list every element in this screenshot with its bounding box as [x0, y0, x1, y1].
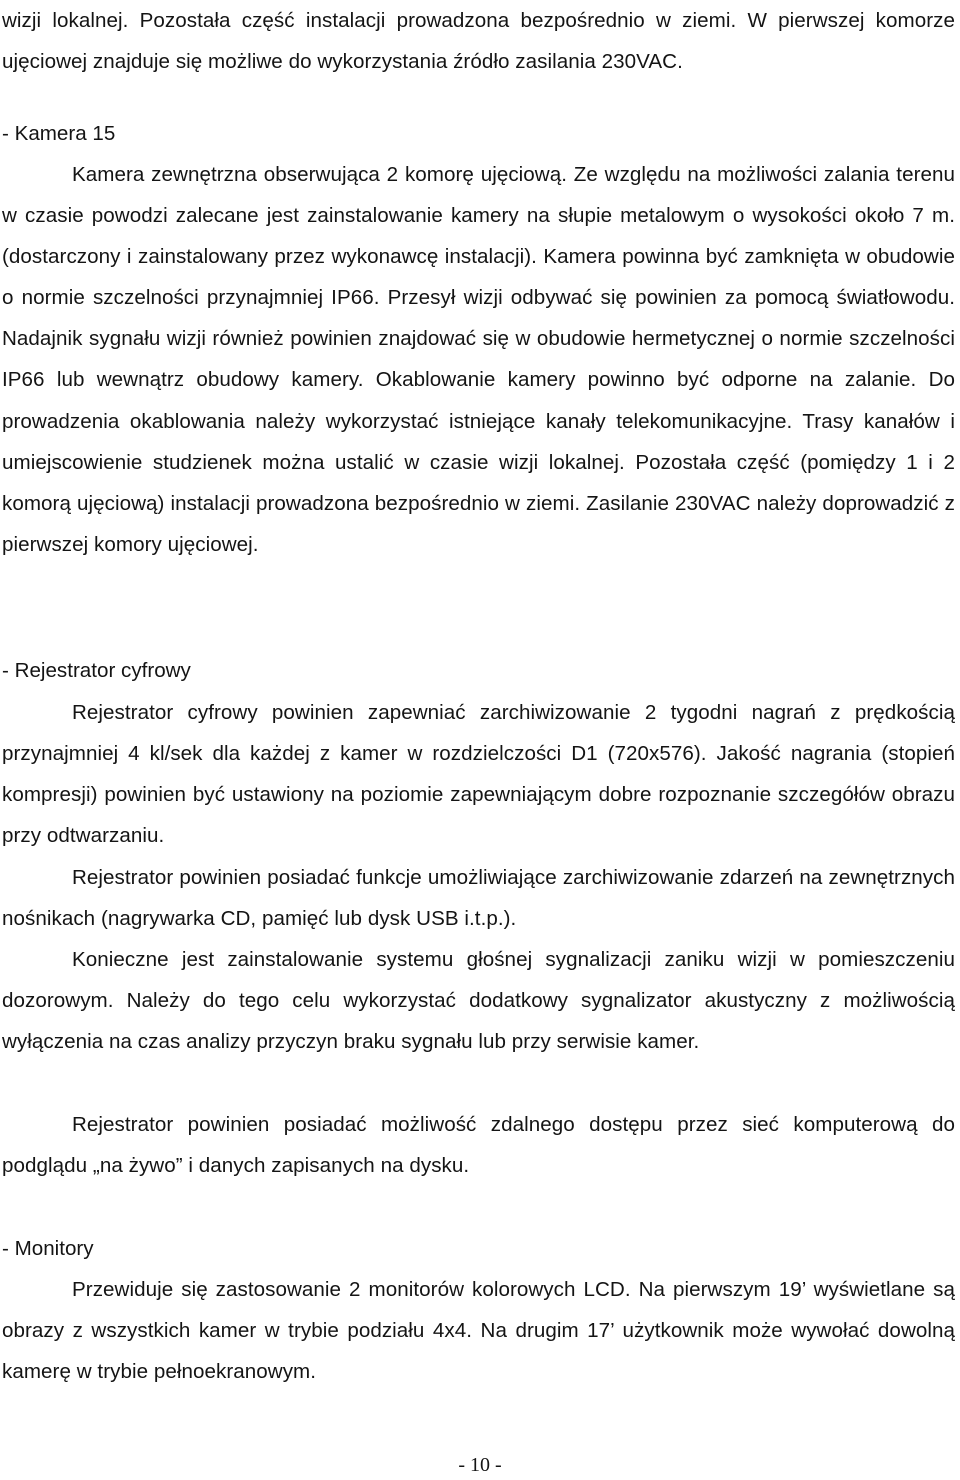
kamera-15-paragraph: Kamera zewnętrzna obserwująca 2 komorę ujęciową. Ze względu na możliwości zalania terenu w czasie powodzi zalecane jest zainstalowanie kamery na słupie metalowym o wysokości około 7 m. (dostarczony i zainstalowany przez wykonawcę instalacji). Kamera powinna być zamknięta w obudowie o normie szczelności przynajmniej IP66. Przesył wizji odbywać się powinien za pomocą światłowodu. Nadajnik sygnału wizji również powinien znajdować się w obudowie hermetycznej o normie szczelności IP66 lub wewnątrz obudowy kamery. Okablowanie kamery powinno być odporne na zalanie. Do prowadzenia okablowania należy wykorzystać istniejące kanały telekomunikacyjne. Trasy kanałów i umiejscowienie studzienek można ustalić w czasie wizji lokalnej. Pozostała część (pomiędzy 1 i 2 komorą ujęciową) instalacji prowadzona bezpośrednio w ziemi. Zasilanie 230VAC należy doprowadzić z pierwszej komory ujęciowej.	[2, 163, 955, 556]
page-number: - 10 -	[458, 1454, 502, 1476]
rejestrator-paragraph-4: Rejestrator powinien posiadać możliwość zdalnego dostępu przez sieć komputerową do podglądu „na żywo” i danych zapisanych na dysku.	[2, 1113, 955, 1178]
rejestrator-paragraph-2: Rejestrator powinien posiadać funkcje umożliwiające zarchiwizowanie zdarzeń na zewnętrznych nośnikach (nagrywarka CD, pamięć lub dysk USB i.t.p.).	[2, 866, 955, 931]
intro-paragraph: wizji lokalnej. Pozostała część instalacji prowadzona bezpośrednio w ziemi. W pierwszej komorze ujęciowej znajduje się możliwe do wykorzystania źródło zasilania 230VAC.	[2, 9, 955, 74]
section-heading-rejestrator: - Rejestrator cyfrowy	[2, 659, 191, 682]
section-heading-monitory: - Monitory	[2, 1237, 94, 1260]
rejestrator-paragraph-3: Konieczne jest zainstalowanie systemu głośnej sygnalizacji zaniku wizji w pomieszczeniu dozorowym. Należy do tego celu wykorzystać dodatkowy sygnalizator akustyczny z możliwością wyłączenia na czas analizy przyczyn braku sygnału lub przy serwisie kamer.	[2, 948, 955, 1054]
section-heading-kamera-15: - Kamera 15	[2, 122, 116, 145]
monitory-paragraph: Przewiduje się zastosowanie 2 monitorów kolorowych LCD. Na pierwszym 19’ wyświetlane są obrazy z wszystkich kamer w trybie podziału 4x4. Na drugim 17’ użytkownik może wywołać dowolną kamerę w trybie pełnoekranowym.	[2, 1278, 955, 1384]
rejestrator-paragraph-1: Rejestrator cyfrowy powinien zapewniać zarchiwizowanie 2 tygodni nagrań z prędkością przynajmniej 4 kl/sek dla każdej z kamer w rozdzielczości D1 (720x576). Jakość nagrania (stopień kompresji) powinien być ustawiony na poziomie zapewniającym dobre rozpoznanie szczegółów obrazu przy odtwarzaniu.	[2, 701, 955, 848]
